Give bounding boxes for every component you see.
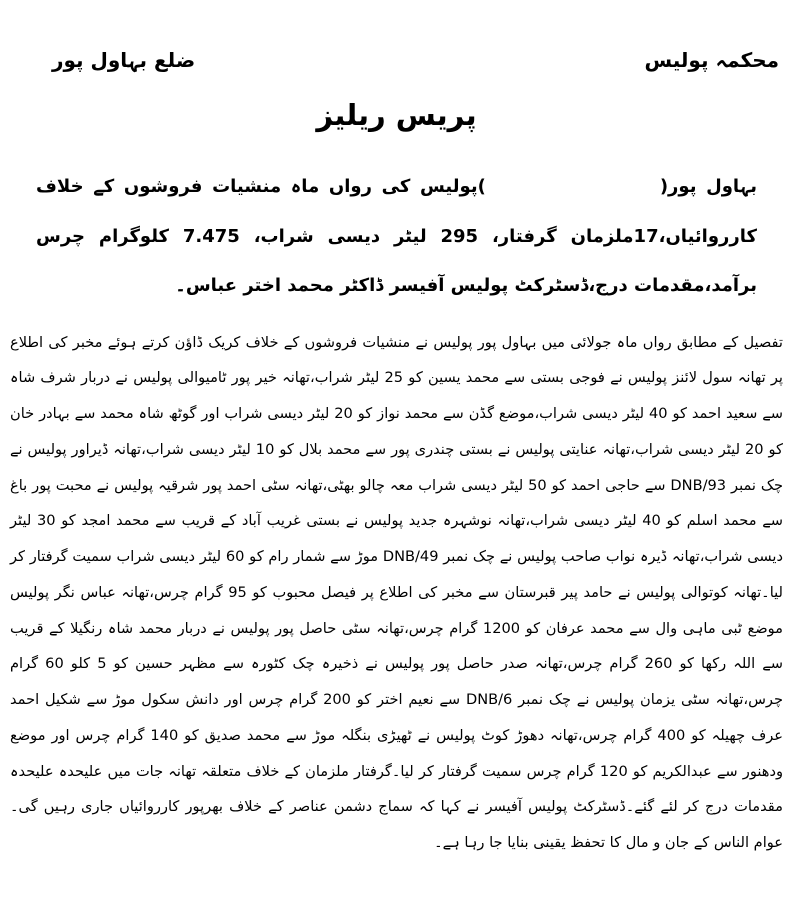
district-label: ضلع بہاول پور xyxy=(52,48,196,72)
document-header xyxy=(0,46,793,74)
department-label: محکمہ پولیس xyxy=(644,48,779,72)
headline-text: بہاول پور( )پولیس کی رواں ماہ منشیات فروشوں کے خلاف کارروائیاں،17ملزمان گرفتار، 295 لیٹر دیسی شراب، 7.475 کلوگرام چرس برآمد،مقدمات درج،ڈسٹرکٹ پولیس آفیسر ڈاکٹر محمد اختر عباس۔ xyxy=(36,176,757,296)
page-title: پریس ریلیز xyxy=(316,98,477,132)
body-text: تفصیل کے مطابق رواں ماہ جولائی میں بہاول پور پولیس نے منشیات فروشوں کے خلاف کریک ڈاؤن کرتے ہوئے مخبر کی اطلاع پر تھانہ سول لائنز پولیس نے فوجی بستی سے محمد یسین کو 25 لیٹر شراب،تھانہ خیر پور ٹامیوالی پولیس نے دربار شرف شاہ سے سعید احمد کو 40 لیٹر دیسی شراب،موضع گڈن سے محمد نواز کو 20 لیٹر دیسی شراب اور گوٹھ شاہ محمد سے بہادر خان کو 20 لیٹر دیسی شراب،تھانہ عنایتی پولیس نے بستی چندری پور سے محمد بلال کو 10 لیٹر دیسی شراب،تھانہ ڈیراور پولیس نے چک نمبر 93/DNB سے حاجی احمد کو 50 لیٹر دیسی شراب معہ چالو بھٹی،تھانہ سٹی احمد پور شرقیہ پولیس نے محبت پور باغ سے محمد اسلم کو 40 لیٹر دیسی شراب،تھانہ نوشہرہ جدید پولیس نے بستی غریب آباد کے قریب سے محمد امجد کو 30 لیٹر دیسی شراب،تھانہ ڈیرہ نواب صاحب پولیس نے چک نمبر 49/DNB موڑ سے شمار رام کو 60 لیٹر دیسی شراب سمیت گرفتار کر لیا۔تھانہ کوتوالی پولیس نے حامد پیر قبرستان سے مخبر کی اطلاع پر فیصل محبوب کو 95 گرام چرس،تھانہ عباس نگر پولیس موضع ٹبی ماہی وال سے محمد عرفان کو 1200 گرام چرس،تھانہ سٹی حاصل پور پولیس نے دربار محمد شاہ رنگیلا کے قریب سے اللہ رکھا کو 260 گرام چرس،تھانہ صدر حاصل پور پولیس نے ذخیرہ چک کٹورہ سے مظہر حسین کو 5 کلو 60 گرام چرس،تھانہ سٹی یزمان پولیس نے چک نمبر 6/DNB سے نعیم اختر کو 200 گرام چرس اور دانش سکول موڑ سے شکیل احمد عرف چھیلہ کو 400 گرام چرس،تھانہ دھوڑ کوٹ پولیس نے ٹھیڑی بنگلہ موڑ سے محمد صدیق کو 140 گرام چرس اور موضع ودھنور سے عبدالکریم کو 120 گرام چرس سمیت گرفتار کر لیا۔گرفتار ملزمان کے خلاف متعلقہ تھانہ جات میں علیحدہ علیحدہ مقدمات درج کر لئے گئے۔ڈسٹرکٹ پولیس آفیسر نے کہا کہ سماج دشمن عناصر کے خلاف بھرپور کارروائیاں جاری رہیں گی۔عوام الناس کے جان و مال کا تحفظ یقینی بنایا جا رہا ہے۔ xyxy=(10,333,784,851)
